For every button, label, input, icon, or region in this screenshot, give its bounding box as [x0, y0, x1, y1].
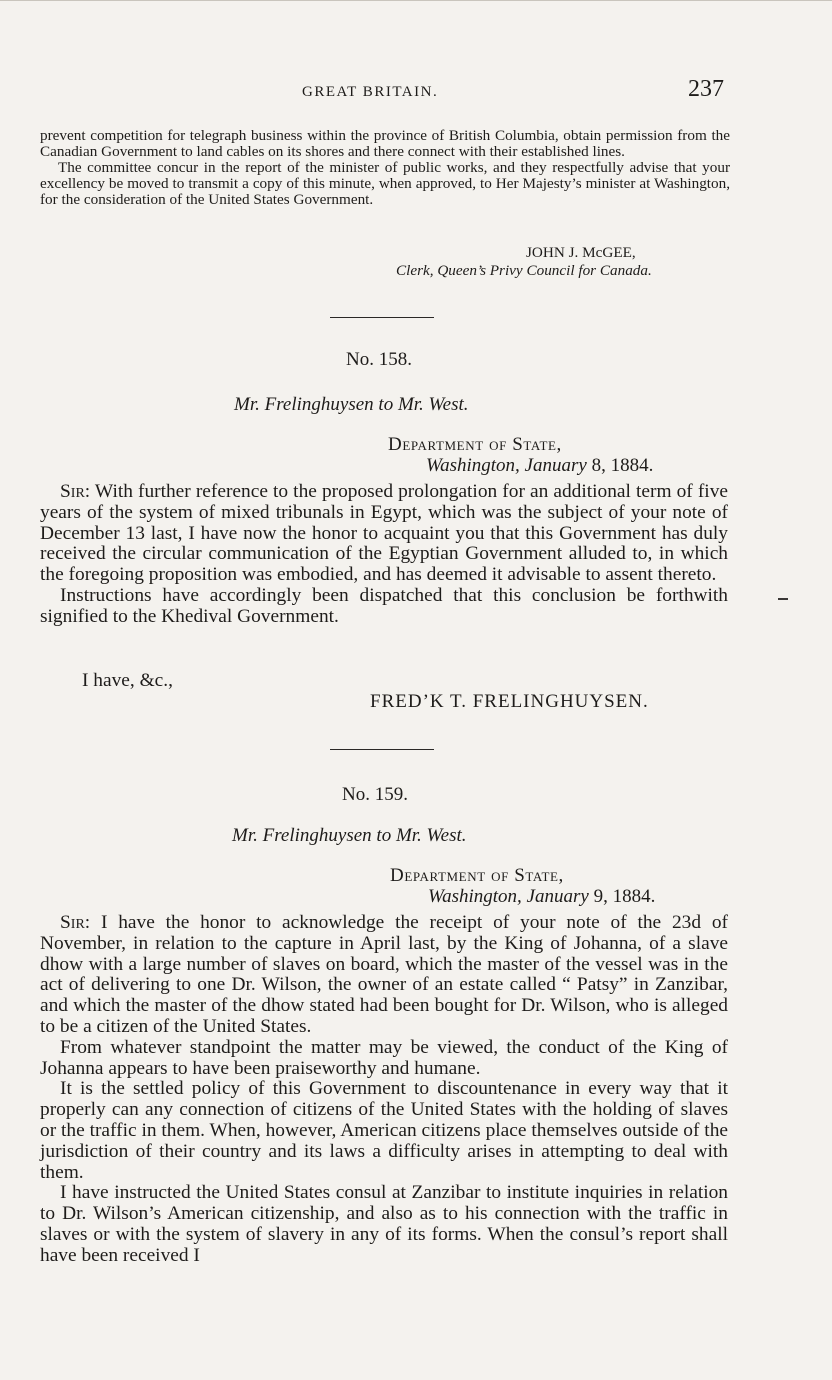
minute-signer-name: JOHN J. McGEE,: [526, 244, 636, 261]
salutation: Sir: [60, 912, 85, 933]
letter-body: [40, 913, 728, 1267]
paragraph-text: : I have the honor to acknowledge the receipt of your note of the 23d of November, in relation to the capture in April last, by the King of Johanna, of a slave dhow with a large number of slaves on board, which the master of the vessel was in the act of delivering to one Dr. Wilson, the owner of an estate called “ Patsy” in Zanzibar, and which the master of the dhow stated had been bought for Dr. Wilson, who is alleged to be a citizen of the United States.: [40, 912, 728, 1037]
dateline-date: 9, 1884.: [593, 886, 656, 907]
letter-paragraph: Instructions have accordingly been dispatched that this conclusion be forthwith signified to the Khedival Government.: [40, 584, 728, 627]
department-line: Department of State,: [390, 865, 564, 886]
salutation: Sir: [60, 481, 85, 502]
minute-signer-title: Clerk, Queen’s Privy Council for Canada.: [396, 262, 652, 279]
page-number: 237: [688, 76, 724, 102]
closing-line: I have, &c.,: [82, 670, 173, 691]
minute-paragraph: prevent competition for telegraph business within the province of British Columbia, obtain permission from the Canadian Government to land cables on its shores and there connect with their established lines.: [40, 127, 730, 161]
document-heading: Mr. Frelinghuysen to Mr. West.: [234, 394, 469, 415]
letter-body: [40, 482, 728, 628]
document-number: No. 159.: [342, 784, 408, 805]
letter-paragraph: I have instructed the United States consul at Zanzibar to institute inquiries in relation to Dr. Wilson’s American citizenship, and also as to his connection with the traffic in slaves or with the system of slavery in any of its forms. When the consul’s report shall have been received I: [40, 1182, 728, 1266]
document-number: No. 158.: [346, 349, 412, 370]
dateline-date: 8, 1884.: [591, 455, 654, 476]
dateline-place: Washington,: [428, 886, 522, 907]
section-divider: [330, 749, 434, 750]
margin-mark: [778, 598, 788, 600]
department-line: Department of State,: [388, 434, 562, 455]
signature: FRED’K T. FRELINGHUYSEN.: [370, 691, 649, 712]
letter-paragraph: [40, 913, 728, 1038]
page-top-edge: [0, 0, 832, 1]
dateline: [428, 886, 655, 908]
document-heading: Mr. Frelinghuysen to Mr. West.: [232, 825, 467, 846]
dateline-place: Washington,: [426, 455, 520, 476]
letter-paragraph: [40, 482, 728, 586]
section-divider: [330, 317, 434, 318]
letter-paragraph: It is the settled policy of this Government to discountenance in every way that it properly can any connection of citizens of the United States with the holding of slaves or the traffic in them. When, however, American citizens place themselves outside of the jurisdiction of their country and its laws a difficulty arises in attempting to deal with them.: [40, 1078, 728, 1183]
minute-paragraph: The committee concur in the report of the minister of public works, and they respectfully advise that your excellency be moved to transmit a copy of this minute, when approved, to Her Majesty’s minister at Washington, for the consideration of the United States Government.: [40, 159, 730, 209]
dateline-month: January: [524, 455, 587, 476]
running-title: GREAT BRITAIN.: [302, 84, 439, 100]
dateline: [426, 455, 653, 477]
dateline-month: January: [526, 886, 589, 907]
letter-paragraph: From whatever standpoint the matter may be viewed, the conduct of the King of Johanna appears to have been praiseworthy and humane.: [40, 1036, 728, 1079]
continued-minute: [40, 128, 730, 208]
paragraph-text: : With further reference to the proposed prolongation for an additional term of five years of the system of mixed tribunals in Egypt, which was the subject of your note of December 13 last, I have now the honor to acquaint you that this Government has duly received the circular communication of the Egyptian Government alluded to, in which the foregoing proposition was embodied, and has deemed it advisable to assent thereto.: [40, 481, 728, 586]
